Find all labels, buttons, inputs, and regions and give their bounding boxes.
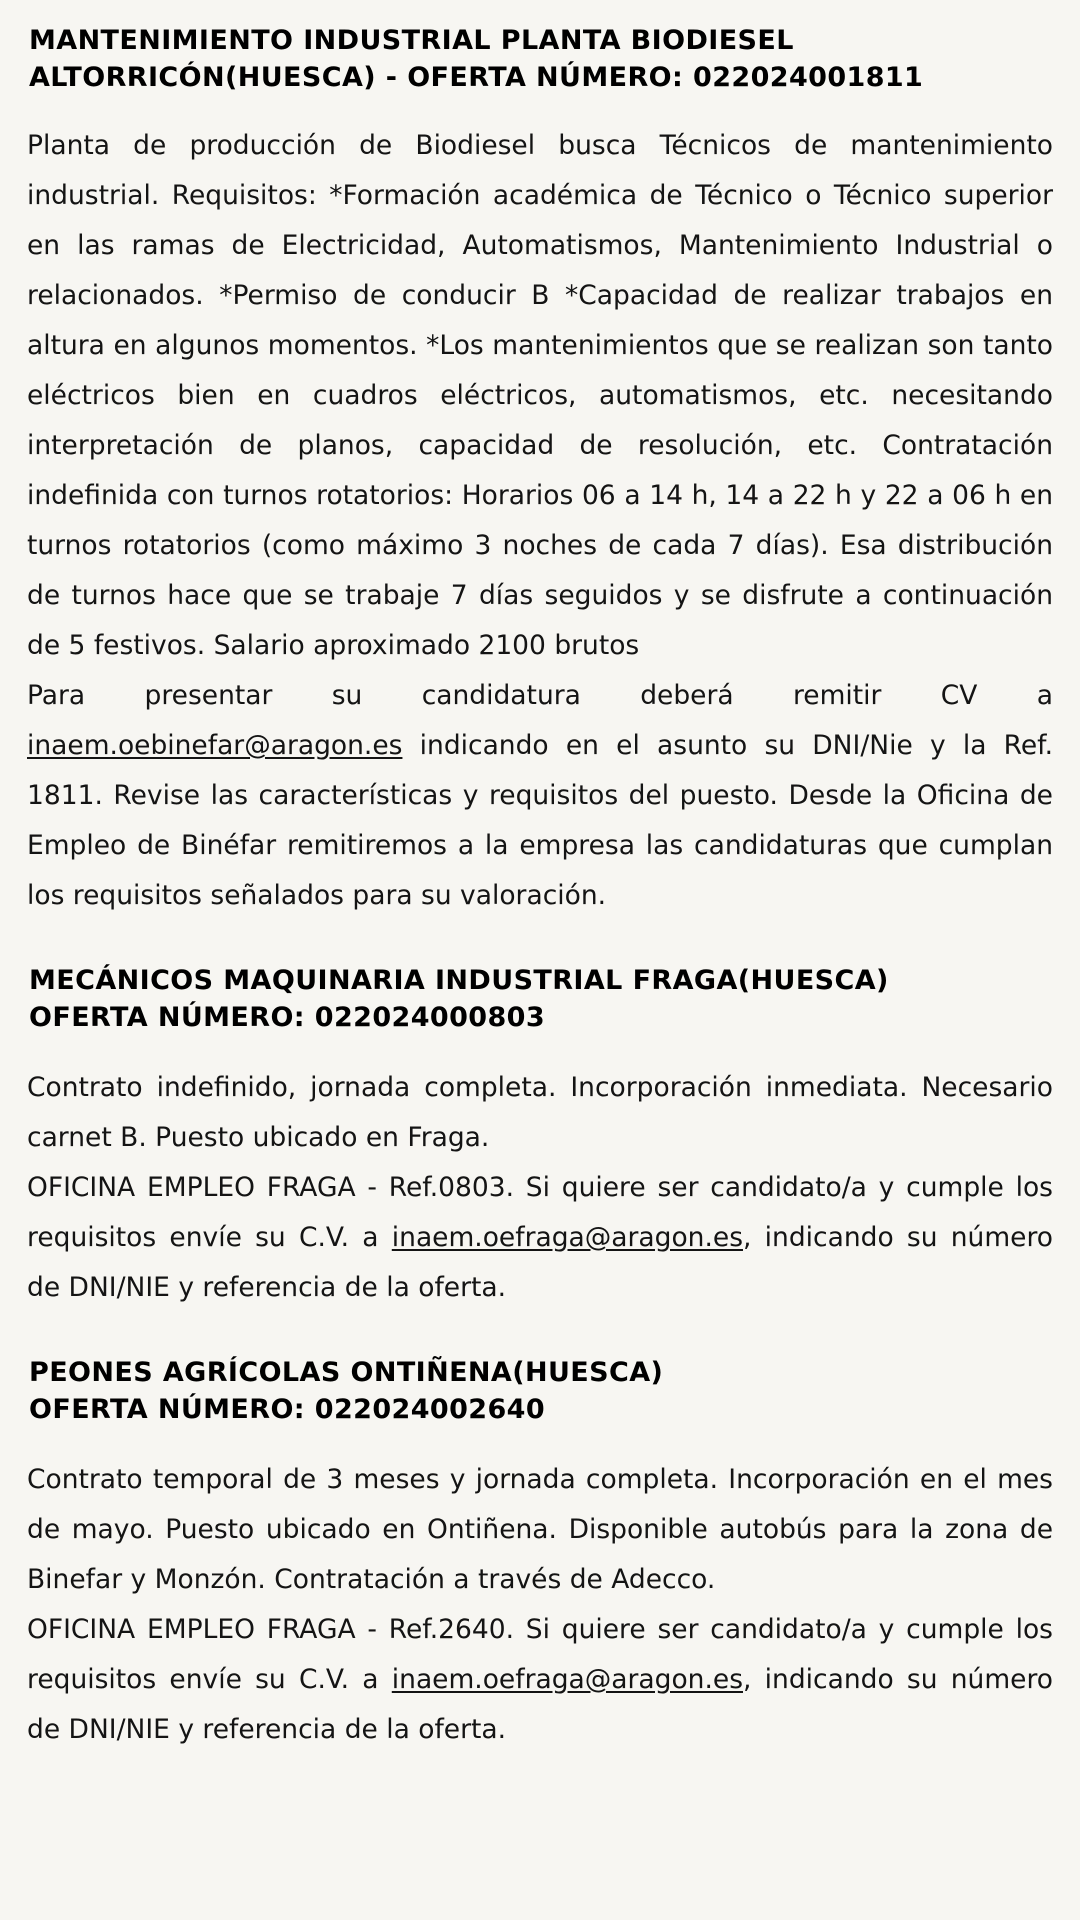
offer-title-line-1: PEONES AGRÍCOLAS ONTIÑENA(HUESCA) bbox=[29, 1357, 664, 1388]
offer-application-info bbox=[27, 1605, 1053, 1755]
application-text-before: Para presentar su candidatura deberá remitir CV a bbox=[27, 680, 1053, 711]
job-offer bbox=[27, 22, 1053, 921]
offer-title-line-2: ALTORRICÓN(HUESCA) - OFERTA NÚMERO: 022024001811 bbox=[29, 62, 924, 93]
offer-title-line-2: OFERTA NÚMERO: 022024002640 bbox=[29, 1394, 546, 1425]
offer-body bbox=[27, 121, 1053, 921]
application-text-after: , indicando su número de DNI/NIE y referencia de la oferta. bbox=[27, 1664, 1053, 1745]
job-offer bbox=[27, 962, 1053, 1313]
contact-email-link[interactable]: inaem.oebinefar@aragon.es bbox=[27, 730, 403, 761]
application-text-before: OFICINA EMPLEO FRAGA - Ref.2640. Si quiere ser candidato/a y cumple los requisitos envíe su C.V. a bbox=[27, 1614, 1053, 1695]
offer-title bbox=[29, 1354, 1053, 1428]
offer-description: Contrato indefinido, jornada completa. Incorporación inmediata. Necesario carnet B. Puesto ubicado en Fraga. bbox=[27, 1072, 1053, 1153]
offer-application-info bbox=[27, 671, 1053, 921]
offer-title-line-2: OFERTA NÚMERO: 022024000803 bbox=[29, 1002, 546, 1033]
offer-title-line-1: MECÁNICOS MAQUINARIA INDUSTRIAL FRAGA(HUESCA) bbox=[29, 965, 889, 996]
offer-title-line-1: MANTENIMIENTO INDUSTRIAL PLANTA BIODIESEL bbox=[29, 25, 794, 56]
offer-title bbox=[29, 962, 1053, 1036]
section-spacer bbox=[27, 1313, 1053, 1354]
section-spacer bbox=[27, 921, 1053, 962]
contact-email-link[interactable]: inaem.oefraga@aragon.es bbox=[391, 1664, 743, 1695]
offer-title bbox=[29, 22, 1053, 96]
offer-application-info bbox=[27, 1163, 1053, 1313]
application-text-after: indicando en el asunto su DNI/Nie y la Ref. 1811. Revise las características y requisitos del puesto. Desde la Oficina de Empleo de Binéfar remitiremos a la empresa las candidaturas que cumplan los requisitos señalados para su valoración. bbox=[27, 730, 1053, 911]
offer-description: Planta de producción de Biodiesel busca Técnicos de mantenimiento industrial. Requisitos: *Formación académica de Técnico o Técnico superior en las ramas de Electricidad, Automatismos, Mantenimiento Industrial o relacionados. *Permiso de conducir B *Capacidad de realizar trabajos en altura en algunos momentos. *Los mantenimientos que se realizan son tanto eléctricos bien en cuadros eléctricos, automatismos, etc. necesitando interpretación de planos, capacidad de resolución, etc. Contratación indefinida con turnos rotatorios: Horarios 06 a 14 h, 14 a 22 h y 22 a 06 h en turnos rotatorios (como máximo 3 noches de cada 7 días). Esa distribución de turnos hace que se trabaje 7 días seguidos y se disfrute a continuación de 5 festivos. Salario aproximado 2100 brutos bbox=[27, 130, 1053, 661]
application-text-before: OFICINA EMPLEO FRAGA - Ref.0803. Si quiere ser candidato/a y cumple los requisitos envíe su C.V. a bbox=[27, 1172, 1053, 1253]
job-offer bbox=[27, 1354, 1053, 1755]
offer-description: Contrato temporal de 3 meses y jornada completa. Incorporación en el mes de mayo. Puesto ubicado en Ontiñena. Disponible autobús para la zona de Binefar y Monzón. Contratación a través de Adecco. bbox=[27, 1464, 1053, 1595]
offer-body bbox=[27, 1063, 1053, 1313]
contact-email-link[interactable]: inaem.oefraga@aragon.es bbox=[391, 1222, 743, 1253]
offer-body bbox=[27, 1455, 1053, 1755]
application-text-after: , indicando su número de DNI/NIE y referencia de la oferta. bbox=[27, 1222, 1053, 1303]
